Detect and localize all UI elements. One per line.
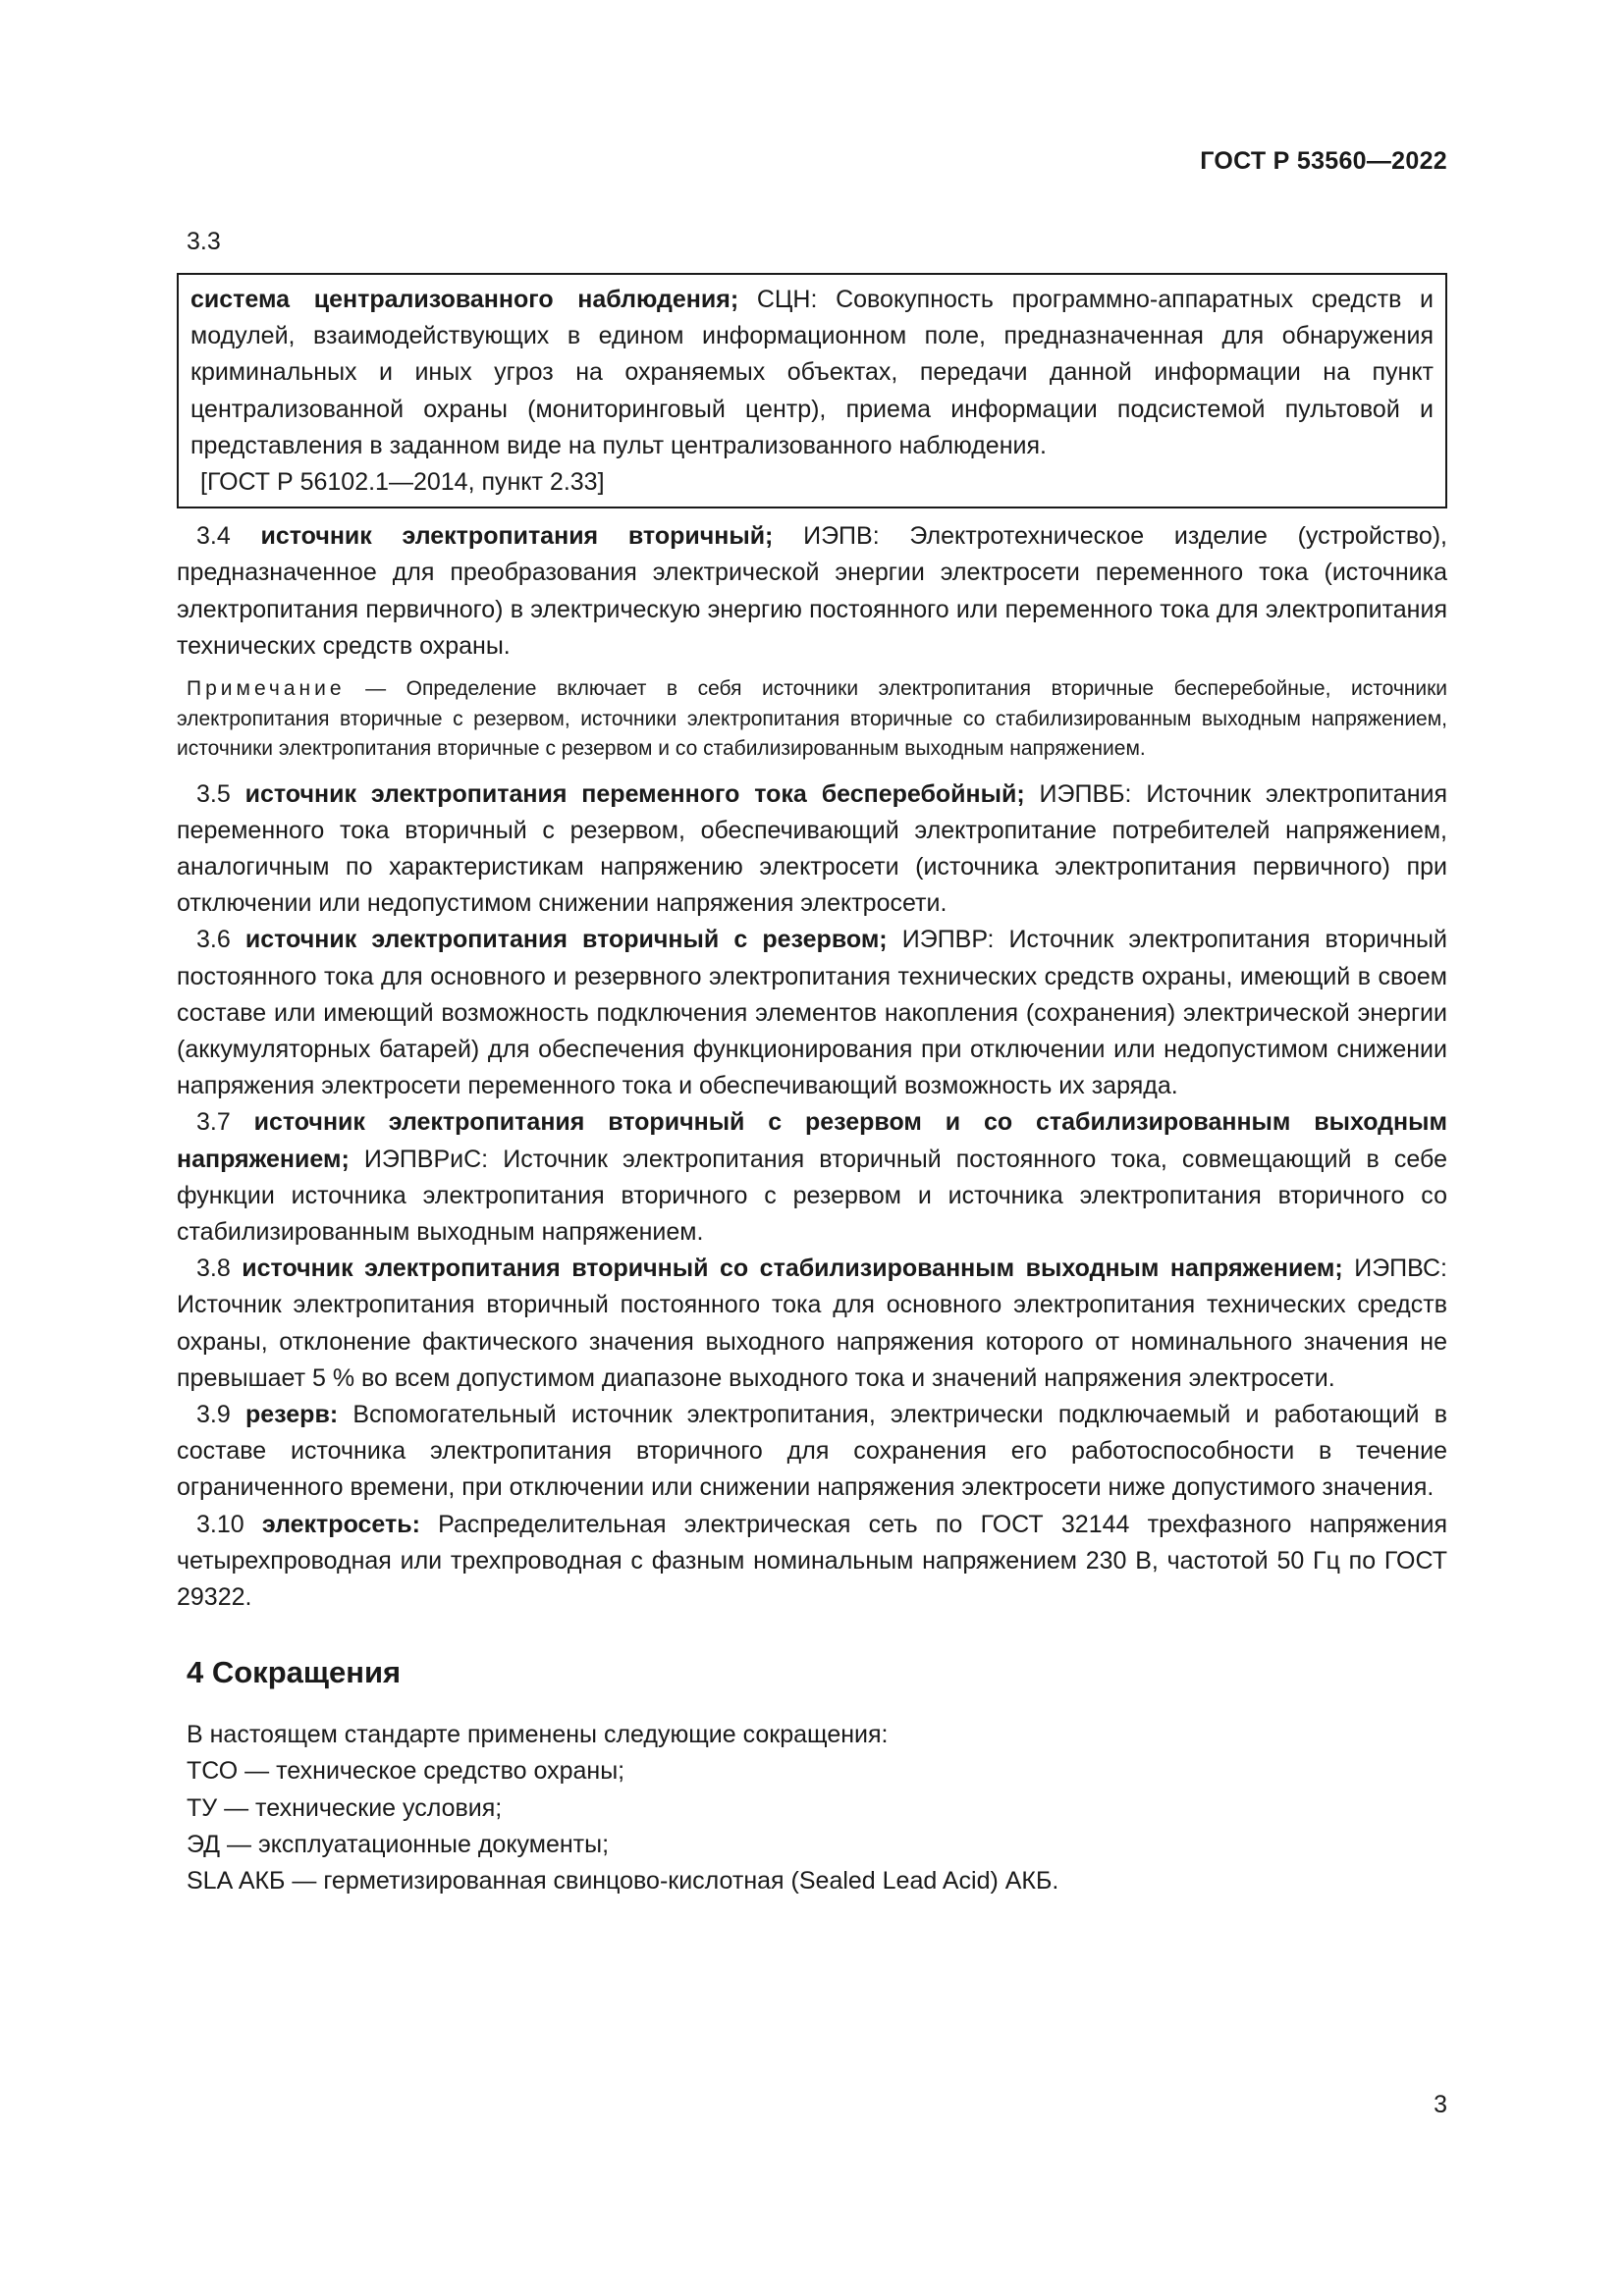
term-3-6-number: 3.6 (196, 926, 245, 954)
note-text: — Определение включает в себя источники электропитания вторичные бесперебойные, источники электропитания вторичные с резервом, источники электропитания вторичные со стабилизированным выходным напряжением, источники электропитания вторичные с резервом и со стабилизированным выходным напряжением. (177, 677, 1447, 761)
document-body (177, 224, 1447, 1899)
page-number: 3 (1434, 2091, 1447, 2118)
note-label: Примечание (187, 677, 346, 701)
term-3-4-paragraph (177, 518, 1447, 665)
term-3-6-definition: ИЭПВР: Источник электропитания вторичный постоянного тока для основного и резервного электропитания технических средств охраны, имеющий в своем составе или имеющий возможность подключения элементов накопления (сохранения) электрической энергии (аккумуляторных батарей) для обеспечения функционирования при отключении или недопустимом снижении напряжения электросети переменного тока и обеспечивающий возможность их заряда. (177, 926, 1447, 1100)
list-item: ТСО — техническое средство охраны; (187, 1757, 625, 1786)
term-3-5-paragraph (177, 776, 1447, 923)
term-3-9-title: резерв: (245, 1400, 339, 1428)
term-3-9-paragraph (177, 1397, 1447, 1507)
term-3-7-number: 3.7 (196, 1108, 254, 1137)
term-3-4-title: источник электропитания вторичный; (260, 522, 774, 551)
term-3-8-title: источник электропитания вторичный со стабилизированным выходным напряжением; (242, 1255, 1343, 1283)
term-3-9-number: 3.9 (196, 1400, 245, 1428)
quoted-definition-box (177, 273, 1447, 508)
term-3-4-definition: ИЭПВ: Электротехническое изделие (устройство), предназначенное для преобразования электрической энергии электросети переменного тока (источника электропитания первичного) в электрическую энергию постоянного или переменного тока для электропитания технических средств охраны. (177, 522, 1447, 660)
term-3-8-number: 3.8 (196, 1255, 243, 1283)
term-3-7-title: источник электропитания вторичный с резервом и со стабилизированным выходным напряжением; (177, 1108, 1447, 1173)
document-code-header: ГОСТ Р 53560—2022 (1200, 147, 1447, 175)
term-number-3-3: 3.3 (187, 228, 221, 255)
abbreviations-list (177, 1717, 1447, 1899)
term-3-9-definition: Вспомогательный источник электропитания, электрически подключаемый и работающий в составе источника электропитания вторичного для сохранения его работоспособности в течение ограниченного времени, при отключении или снижении напряжения электросети ниже допустимого значения. (177, 1400, 1448, 1502)
term-3-4-number: 3.4 (196, 522, 261, 551)
list-item: ТУ — технические условия; (187, 1793, 503, 1822)
term-3-6-title: источник электропитания вторичный с резервом; (244, 926, 888, 954)
term-3-10-number: 3.10 (196, 1510, 262, 1538)
term-3-8-paragraph (177, 1251, 1447, 1397)
abbreviations-intro: В настоящем стандарте применены следующие сокращения: (187, 1721, 889, 1749)
term-3-10-definition: Распределительная электрическая сеть по ГОСТ 32144 трехфазного напряжения четырехпроводная или трехпроводная с фазным номинальным напряжением 230 В, частотой 50 Гц по ГОСТ 29322. (177, 1510, 1447, 1611)
term-3-6-paragraph (177, 922, 1447, 1104)
list-item: SLA АКБ — герметизированная свинцово-кислотная (Sealed Lead Acid) АКБ. (187, 1867, 1059, 1896)
term-3-3-source: [ГОСТ Р 56102.1—2014, пункт 2.33] (200, 468, 605, 497)
term-3-5-number: 3.5 (196, 779, 245, 808)
term-3-7-definition: ИЭПВРиС: Источник электропитания вторичный постоянного тока, совмещающий в себе функции источника электропитания вторичного с резервом и источника электропитания вторичного со стабилизированным выходным напряжением. (177, 1145, 1447, 1246)
term-3-3-definition: СЦН: Совокупность программно-аппаратных средств и модулей, взаимодействующих в едином информационном поле, предназначенная для обнаружения криминальных и иных угроз на охраняемых объектах, передачи данной информации на пункт централизованной охраны (мониторинговый центр), приема информации подсистемой пультовой и представления в заданном виде на пульт централизованного наблюдения. (190, 286, 1435, 459)
term-3-10-title: электросеть: (261, 1510, 420, 1538)
list-item: ЭД — эксплуатационные документы; (187, 1830, 610, 1858)
term-3-5-definition: ИЭПВБ: Источник электропитания переменного тока вторичный с резервом, обеспечивающий электропитание потребителей напряжением, аналогичным по характеристикам напряжению электросети (источника электропитания первичного) при отключении или недопустимом снижении напряжения электросети. (177, 779, 1447, 918)
term-3-3-title: система централизованного наблюдения; (190, 286, 739, 313)
term-3-7-paragraph (177, 1104, 1447, 1251)
term-3-8-definition: ИЭПВС: Источник электропитания вторичный постоянного тока для основного электропитания технических средств охраны, отклонение фактического значения выходного напряжения которого от номинального значения не превышает 5 % во всем допустимом диапазоне выходного тока и значений напряжения электросети. (177, 1255, 1447, 1392)
term-3-10-paragraph (177, 1507, 1447, 1617)
section-4-title: 4 Сокращения (187, 1655, 402, 1690)
note-3-4 (177, 674, 1447, 765)
term-3-3-paragraph (190, 282, 1434, 464)
term-3-5-title: источник электропитания переменного тока бесперебойный; (244, 779, 1025, 808)
